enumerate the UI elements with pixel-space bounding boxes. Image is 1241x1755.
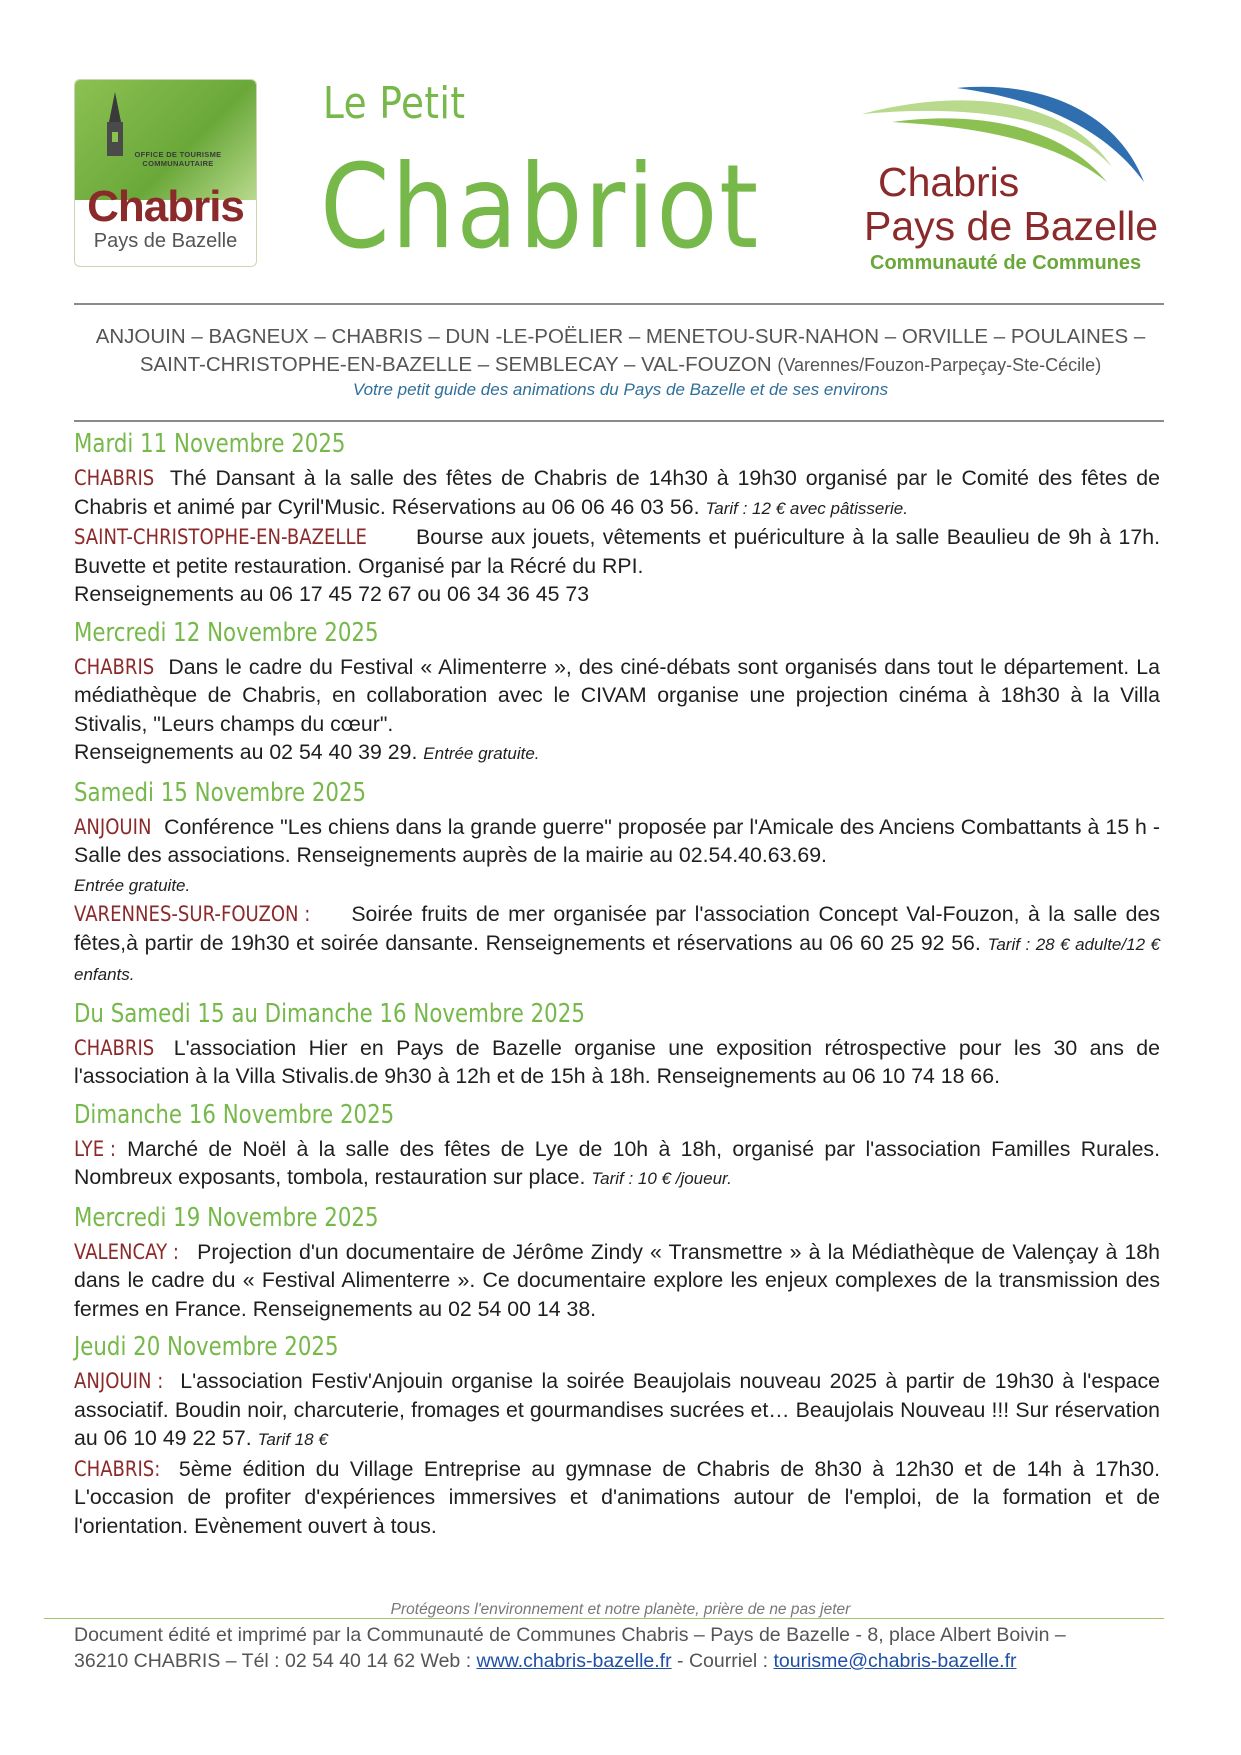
website-link[interactable]: www.chabris-bazelle.fr: [476, 1650, 672, 1672]
communes-line-1: ANJOUIN – BAGNEUX – CHABRIS – DUN -LE-POËLIER – MENETOU-SUR-NAHON – ORVILLE – POULAINES –: [95, 325, 1146, 348]
event-location: ANJOUIN :: [74, 1369, 164, 1393]
footer-address: 36210 CHABRIS – Tél : 02 54 40 14 62 Web :: [74, 1650, 477, 1672]
communaute-communes-logo: [862, 82, 1182, 282]
logo-right-chabris: Chabris: [878, 159, 1020, 205]
logo-pays-label: Pays de Bazelle: [93, 230, 238, 252]
event-location: LYE :: [74, 1136, 116, 1161]
event-text: Conférence "Les chiens dans la grande guerre" proposée par l'Amicale des Anciens Combattants à 15 h - Salle des associations. Renseignements auprès de la mairie au 02.54.40.63.69.: [74, 814, 1160, 867]
event-text: Thé Dansant à la salle des fêtes de Chabris de 14h30 à 19h30 organisé par le Comité des fêtes de Chabris et animé par Cyril'Music. Réservations au 06 06 46 03 56.: [74, 466, 1160, 519]
event-text: Soirée fruits de mer organisée par l'association Concept Val-Fouzon, à la salle des fêtes,à partir de 19h30 et soirée dansante. Renseignements et réservations au 06 60 25 92 56.: [74, 902, 1160, 955]
day-heading: Du Samedi 15 au Dimanche 16 Novembre 2025: [74, 998, 585, 1029]
footer-publisher: [74, 1622, 1174, 1674]
event-info: [74, 870, 1160, 901]
event-location: SAINT-CHRISTOPHE-EN-BAZELLE: [74, 525, 367, 549]
event-text: Bourse aux jouets, vêtements et puériculture à la salle Beaulieu de 9h à 17h. Buvette et petite restauration. Organisé par la Récré du RPI.: [74, 525, 1160, 578]
events-list: [74, 428, 1160, 1540]
event-entry: [74, 1238, 1160, 1324]
event-entry: [74, 813, 1160, 870]
communes-line-2-small: (Varennes/Fouzon-Parpeçay-Ste-Cécile): [777, 355, 1102, 375]
event-entry: [74, 1135, 1160, 1194]
footer-line-2: [74, 1648, 1174, 1674]
event-location: CHABRIS:: [74, 1456, 161, 1481]
office-tourisme-logo: [74, 79, 257, 267]
footer-email-label: - Courriel :: [671, 1650, 774, 1672]
communes-line-2: [60, 351, 1181, 379]
logo-right-cc: Communauté de Communes: [870, 252, 1142, 274]
day-heading: Mercredi 19 Novembre 2025: [74, 1202, 379, 1233]
event-text: Projection d'un documentaire de Jérôme Zindy « Transmettre » à la Médiathèque de Valençay à 18h dans le cadre du « Festival Alimenterre ». Ce documentaire explore les enjeux complexes de la transmission des fermes en France. Renseignements au 02 54 00 14 38.: [74, 1239, 1160, 1321]
event-entry: [74, 1455, 1160, 1541]
event-text: 5ème édition du Village Entreprise au gymnase de Chabris de 8h30 à 12h30 et de 14h à 17h30. L'occasion de profiter d'expériences immersives et d'animations autour de l'emploi, de la formation et de l'orientation. Evènement ouvert à tous.: [74, 1456, 1160, 1538]
event-location: ANJOUIN: [74, 814, 152, 839]
church-icon: [95, 92, 135, 156]
event-entry: [74, 523, 1160, 580]
communes-line-2-main: SAINT-CHRISTOPHE-EN-BAZELLE – SEMBLECAY – VAL-FOUZON: [139, 353, 778, 376]
footer-rule: [44, 1618, 1164, 1619]
tagline: Votre petit guide des animations du Pays de Bazelle et de ses environs: [352, 380, 889, 399]
event-text: L'association Festiv'Anjouin organise la soirée Beaujolais nouveau 2025 à partir de 19h30 à l'espace associatif. Boudin noir, charcuterie, fromages et gourmandises sucrées et… Beaujolais Nouveau !!! Sur réservation au 06 10 49 22 57.: [74, 1369, 1160, 1450]
day-heading: Jeudi 20 Novembre 2025: [74, 1332, 339, 1362]
eco-notice: Protégeons l'environnement et notre planète, prière de ne pas jeter: [390, 1601, 851, 1618]
event-entry: [74, 1367, 1160, 1455]
event-info-text: Renseignements au 02 54 40 39 29.: [74, 740, 424, 764]
event-info: [74, 738, 1160, 769]
footer-line-1: Document édité et imprimé par la Communauté de Communes Chabris – Pays de Bazelle - 8, place Albert Boivin –: [74, 1624, 1066, 1646]
event-info-italic: Entrée gratuite.: [74, 875, 191, 895]
event-text: L'association Hier en Pays de Bazelle organise une exposition rétrospective pour les 30 ans de l'association à la Villa Stivalis.de 9h30 à 12h et de 15h à 18h. Renseignements au 06 10 74 18 66.: [74, 1035, 1160, 1088]
header-rule: [74, 303, 1164, 305]
event-entry: [74, 900, 1160, 990]
day-heading: Mercredi 12 Novembre 2025: [74, 617, 379, 648]
event-location: CHABRIS: [74, 1035, 155, 1060]
event-info-italic: Entrée gratuite.: [423, 744, 540, 763]
event-tarif: Tarif : 10 € /joueur.: [591, 1169, 732, 1188]
event-entry: [74, 653, 1160, 739]
event-info: Renseignements au 06 17 45 72 67 ou 06 34 36 45 73: [74, 582, 590, 606]
event-tarif: Tarif 18 €: [257, 1430, 328, 1449]
event-text: Marché de Noël à la salle des fêtes de Lye de 10h à 18h, organisé par l'association Familles Rurales. Nombreux exposants, tombola, restauration sur place.: [74, 1136, 1160, 1189]
logo-office-label: OFFICE DE TOURISME COMMUNAUTAIRE: [134, 150, 222, 168]
event-text: Dans le cadre du Festival « Alimenterre », des ciné-débats sont organisés dans tout le département. La médiathèque de Chabris, en collaboration avec le CIVAM organise une projection cinéma à 18h30 à la Villa Stivalis, "Leurs champs du cœur".: [74, 654, 1160, 736]
event-location: CHABRIS: [74, 654, 155, 679]
event-location: VARENNES-SUR-FOUZON :: [74, 902, 311, 926]
communes-rule: [74, 420, 1164, 422]
event-tarif: Tarif : 28 € adulte/12 € enfants.: [74, 934, 1160, 984]
day-heading: Mardi 11 Novembre 2025: [74, 429, 346, 459]
event-tarif: Tarif : 12 € avec pâtisserie.: [705, 498, 908, 518]
title-chabriot: Chabriot: [320, 140, 760, 275]
day-heading: Samedi 15 Novembre 2025: [74, 777, 367, 808]
event-location: VALENCAY :: [74, 1239, 179, 1264]
event-entry: [74, 464, 1160, 523]
logo-right-pays: Pays de Bazelle: [864, 203, 1159, 249]
event-location: CHABRIS: [74, 466, 155, 490]
event-entry: [74, 1034, 1160, 1091]
title-le-petit: Le Petit: [323, 78, 466, 129]
email-link[interactable]: tourisme@chabris-bazelle.fr: [773, 1650, 1017, 1672]
day-heading: Dimanche 16 Novembre 2025: [74, 1099, 395, 1130]
logo-chabris-name: Chabris: [87, 182, 244, 231]
